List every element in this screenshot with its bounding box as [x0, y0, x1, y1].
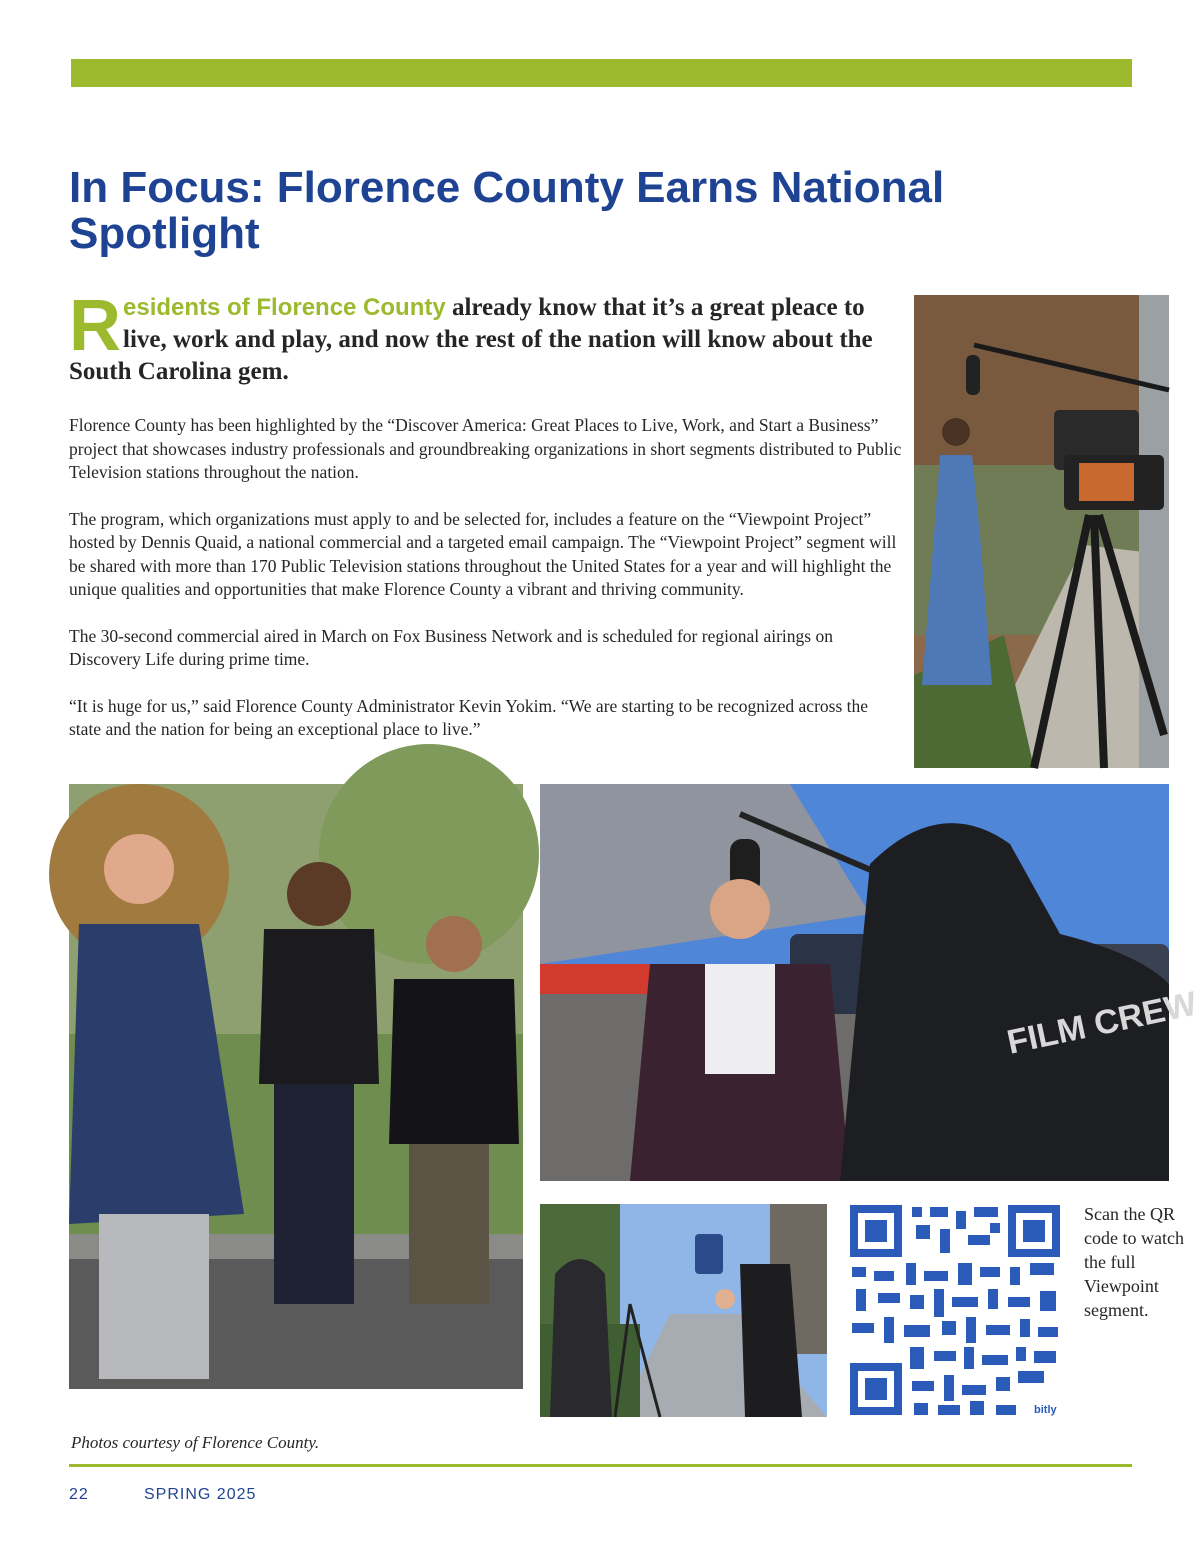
- qr-brand-logo: bitly: [1034, 1404, 1057, 1416]
- qr-code[interactable]: [850, 1205, 1062, 1417]
- photo-credit: Photos courtesy of Florence County.: [71, 1433, 320, 1452]
- article-body: [69, 414, 904, 765]
- body-paragraph-4: “It is huge for us,” said Florence County Administrator Kevin Yokim. “We are starting to be recognized across the state and the nation for being an exceptional place to live.”: [69, 695, 869, 739]
- issue-label: SPRING 2025: [144, 1486, 257, 1503]
- body-paragraph-2: The program, which organizations must apply to and be selected for, includes a feature on the “Viewpoint Project” hosted by Dennis Quaid, a national commercial and a targeted email campaign. The “Viewpoint Project” segment will be shared with more than 170 Public Television stations throughout the United States for a year and will highlight the unique qualities and opportunities that make Florence County a vibrant and thriving community.: [69, 508, 897, 599]
- page-number: 22: [69, 1486, 89, 1503]
- bottom-rule: [69, 1464, 1132, 1467]
- page-title: In Focus: Florence County Earns National Spotlight: [69, 163, 945, 258]
- film-crew-hoodie-text: FILM CREW: [1003, 984, 1200, 1062]
- photo-three-men: [69, 784, 523, 1389]
- lead-green-text: esidents of Florence County: [123, 294, 446, 321]
- top-accent-bar: [71, 59, 1132, 87]
- body-paragraph-1: Florence County has been highlighted by the “Discover America: Great Places to Live, Work, and Start a Business” project that showcases industry professionals and groundbreaking organizations in short segments distributed to Public Television stations throughout the nation.: [69, 415, 902, 482]
- photo-film-crew: [540, 784, 1200, 1181]
- qr-caption: Scan the QR code to watch the full Viewpoint segment.: [1084, 1204, 1184, 1320]
- lead-paragraph: [69, 286, 909, 388]
- drop-cap: R: [69, 286, 121, 366]
- body-paragraph-3: The 30-second commercial aired in March on Fox Business Network and is scheduled for regional airings on Discovery Life during prime time.: [69, 625, 833, 669]
- photo-interview-woman: [914, 295, 1169, 768]
- lead-rest-text: already know that it’s a great pleace to live, work and play, and now the rest of the nation will know about the South Carolina gem.: [69, 294, 873, 385]
- photo-crew-sidewalk: [540, 1204, 827, 1417]
